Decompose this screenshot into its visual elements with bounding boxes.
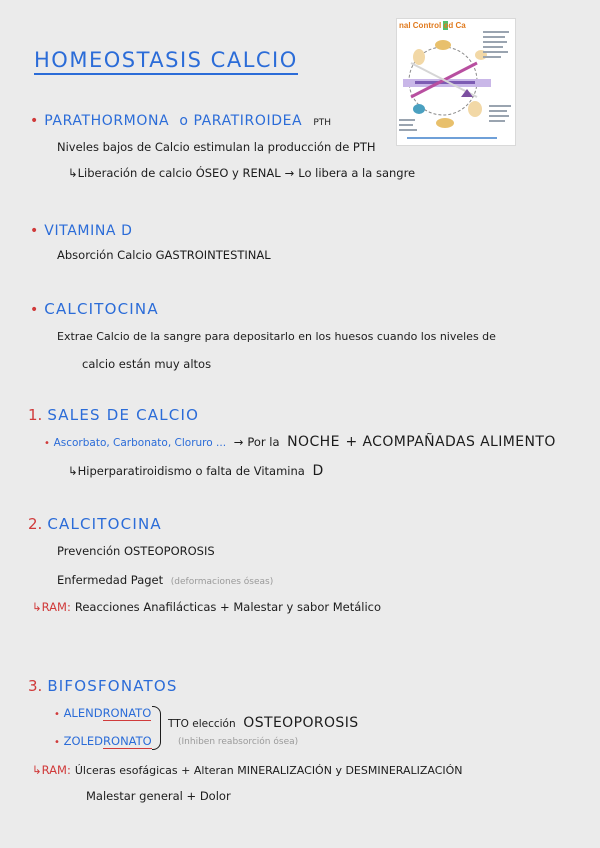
bifosfonatos-tto-note: (Inhiben reabsorción ósea) [178, 737, 299, 747]
bifosfonatos-ram-line-2: Malestar general + Dolor [86, 789, 231, 803]
sales-line-2: ↳Hiperparatiroidismo o falta de Vitamina D [68, 463, 324, 479]
vitamina-line-1: Absorción Calcio GASTROINTESTINAL [57, 248, 271, 262]
heading-sales-calcio: 1. SALES DE CALCIO [28, 406, 200, 424]
calcitocina2-line-1: Prevención OSTEOPOROSIS [57, 544, 215, 558]
bifosfonatos-ram: ↳RAM: Úlceras esofágicas + Alteran MINERALIZACIÓN y DESMINERALIZACIÓN [32, 763, 463, 777]
bifosfonatos-item-alendronato: • ALENDRONATO [54, 706, 152, 720]
bifosfonatos-item-zoledronato: • ZOLEDRONATO [54, 734, 152, 748]
heading-vitamina-d: • VITAMINA D [30, 223, 133, 239]
bullet: • [30, 223, 39, 239]
parathormona-line-2: ↳Liberación de calcio ÓSEO y RENAL → Lo libera a la sangre [68, 166, 416, 180]
page-title: HOMEOSTASIS CALCIO [34, 48, 298, 75]
calcitocina2-line-2: Enfermedad Paget (deformaciones óseas) [57, 573, 274, 587]
diagram-graphic [397, 19, 515, 145]
sales-line-1: • Ascorbato, Carbonato, Cloruro ... → Por la NOCHE + ACOMPAÑADAS ALIMENTO [44, 434, 556, 450]
bullet: • [30, 302, 39, 318]
heading-parathormona: • PARATHORMONA o PARATIROIDEA PTH [30, 113, 332, 129]
calcitocina-line-2: calcio están muy altos [82, 357, 212, 371]
heading-calcitocina-2: 2. CALCITOCINA [28, 515, 162, 533]
bullet: • [30, 113, 39, 129]
brace [152, 706, 161, 750]
parathormona-line-1: Niveles bajos de Calcio estimulan la producción de PTH [57, 140, 376, 154]
bifosfonatos-tto: TTO elección OSTEOPOROSIS [168, 715, 359, 731]
diagram-title: nal Control od Ca [399, 21, 466, 30]
calcitocina2-ram: ↳RAM: Reacciones Anafilácticas + Malestar y sabor Metálico [32, 600, 382, 614]
heading-calcitocina: • CALCITOCINA [30, 300, 159, 318]
heading-bifosfonatos: 3. BIFOSFONATOS [28, 677, 178, 695]
calcitocina-line-1: Extrae Calcio de la sangre para depositarlo en los huesos cuando los niveles de [57, 330, 496, 343]
calcium-homeostasis-diagram [396, 18, 516, 146]
